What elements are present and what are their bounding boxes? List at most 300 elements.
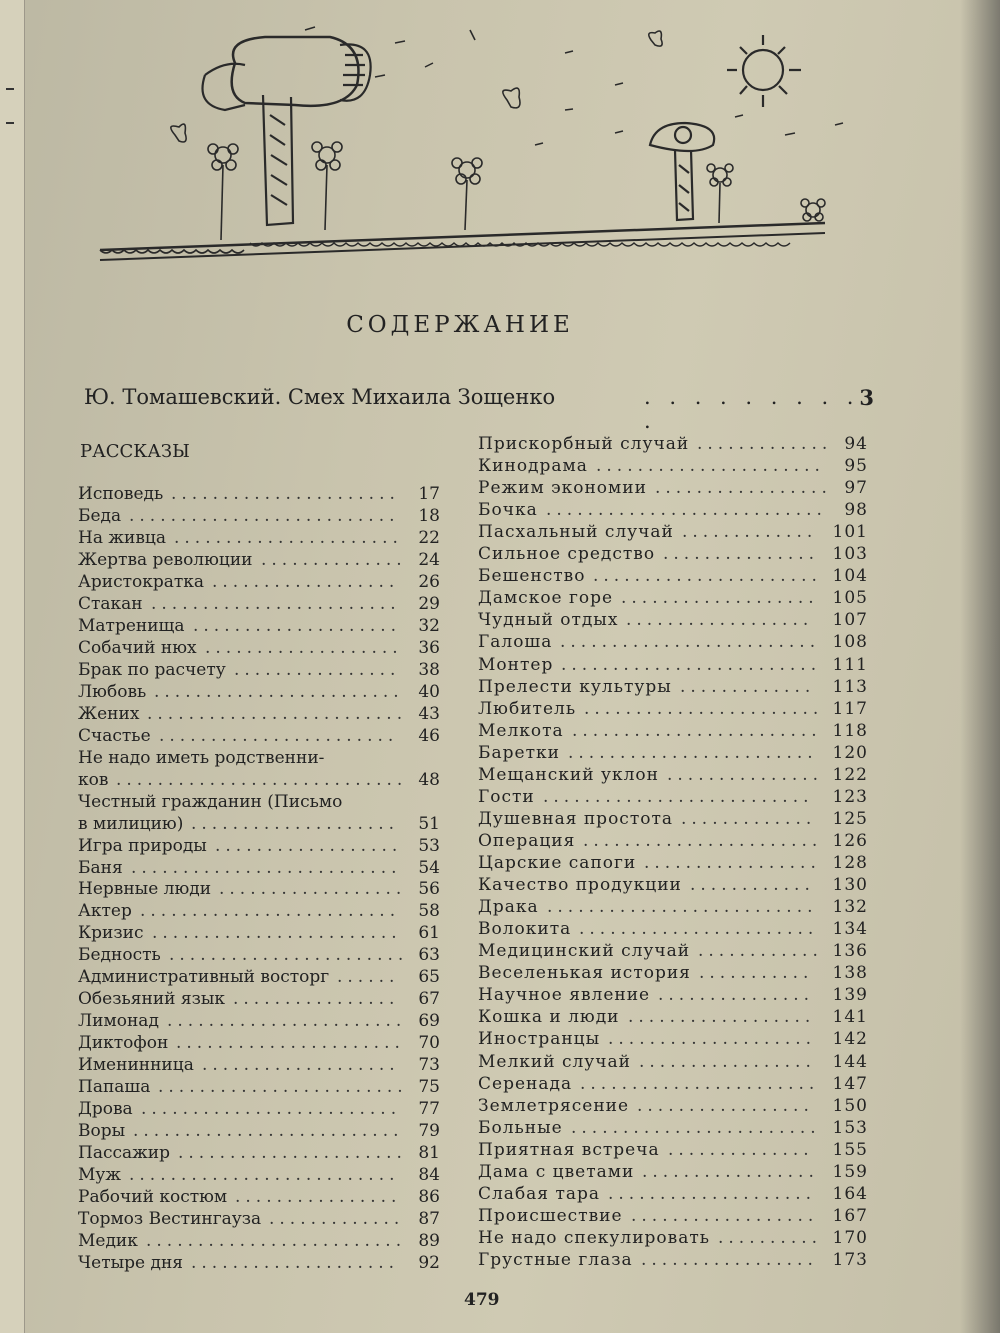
preface-leader-dots: . . . . . . . . . . (644, 385, 860, 433)
toc-entry-title: Бешенство (478, 566, 586, 587)
toc-entry (78, 1167, 440, 1189)
toc-entry (478, 1117, 868, 1142)
toc-entry-title: Душевная простота (478, 808, 674, 829)
toc-leader-dots: ...................... (593, 566, 822, 587)
toc-entry-title: Научное явление (478, 985, 651, 1006)
toc-entry-title: Нервные люди (78, 879, 212, 900)
toc-leader-dots: .......................... (543, 786, 814, 807)
toc-leader-dots: ............... (667, 764, 824, 785)
toc-entry (78, 813, 440, 838)
toc-entry-page: 51 (418, 813, 440, 834)
toc-entry-title: Баня (78, 857, 123, 878)
toc-entry-title: ков (78, 769, 109, 790)
toc-entry-page: 125 (832, 808, 868, 829)
toc-entry-title: Кошка и люди (478, 1007, 620, 1028)
toc-entry (478, 502, 868, 524)
toc-entry-title: Любовь (78, 681, 147, 702)
toc-leader-dots: ....................... (580, 1073, 820, 1094)
page-shadow (960, 0, 1000, 1333)
toc-entry (478, 546, 868, 568)
toc-entry-page: 123 (832, 786, 868, 807)
toc-leader-dots: ......................... (147, 703, 408, 724)
toc-leader-dots: ...................... (174, 527, 403, 548)
toc-entry (478, 786, 868, 811)
toc-entry-title: Четыре дня (78, 1253, 184, 1273)
toc-leader-dots: ......................... (561, 654, 822, 675)
page-title: СОДЕРЖАНИЕ (346, 312, 574, 338)
toc-entry-title: Бочка (478, 500, 538, 521)
toc-entry (478, 855, 868, 877)
toc-entry (478, 634, 868, 656)
toc-entry (478, 943, 868, 965)
toc-entry-title: Не надо иметь родственни- (78, 747, 325, 768)
toc-entry (478, 698, 868, 723)
toc-leader-dots: ........................ (572, 720, 822, 741)
toc-leader-dots: .................. (219, 879, 407, 900)
toc-entry-page: 113 (832, 676, 868, 697)
toc-entry (78, 969, 440, 991)
toc-entry (78, 1123, 440, 1145)
toc-leader-dots: ...................... (596, 456, 825, 477)
toc-entry-title: Царские сапоги (478, 853, 637, 874)
toc-entry-page: 101 (832, 522, 868, 543)
toc-entry-page: 141 (832, 1007, 868, 1028)
toc-entry (78, 1013, 440, 1035)
toc-leader-dots: ......................... (146, 1231, 407, 1252)
toc-entry-title: Операция (478, 830, 576, 851)
toc-entry (78, 703, 440, 728)
toc-entry-title: Грустные глаза (478, 1250, 633, 1270)
toc-leader-dots: .................. (631, 1205, 819, 1226)
page-number: 479 (464, 1290, 500, 1310)
toc-entry-title: Тормоз Вестингауза (78, 1209, 262, 1230)
toc-entry-title: Прелести культуры (478, 676, 672, 697)
toc-entry-title: Обезьяний язык (78, 989, 226, 1010)
toc-entry-page: 17 (418, 484, 440, 504)
toc-leader-dots: .................. (215, 835, 403, 856)
toc-entry-title: Мелкий случай (478, 1051, 631, 1072)
toc-entry (78, 725, 440, 750)
toc-entry-page: 164 (832, 1183, 868, 1204)
toc-leader-dots: ............... (658, 985, 815, 1006)
toc-entry-page: 26 (418, 571, 440, 592)
toc-entry-title: Приятная встреча (478, 1139, 660, 1160)
toc-leader-dots: .................. (626, 610, 814, 631)
toc-leader-dots: ...................... (178, 1143, 407, 1164)
toc-leader-dots: ........................... (546, 500, 827, 521)
toc-entry (78, 857, 440, 882)
toc-leader-dots: ....................... (583, 830, 823, 851)
toc-leader-dots: .................... (193, 615, 402, 636)
toc-entry-title: Режим экономии (478, 478, 647, 499)
toc-entry-title: Матренища (78, 615, 185, 636)
page-edge-mark (6, 88, 14, 90)
toc-leader-dots: .................. (628, 1007, 816, 1028)
toc-entry-page: 63 (418, 945, 440, 966)
toc-entry-title: Исповедь (78, 484, 164, 504)
toc-entry (78, 659, 440, 684)
toc-entry (478, 742, 868, 767)
toc-entry (478, 1205, 868, 1230)
toc-leader-dots: ................ (235, 1187, 402, 1208)
toc-entry-title: Гости (478, 786, 535, 807)
toc-entry (478, 654, 868, 679)
toc-entry (478, 590, 868, 612)
toc-entry-title: Актер (78, 901, 132, 922)
toc-entry-page: 75 (418, 1077, 440, 1098)
toc-entry (78, 1101, 440, 1123)
toc-entry (78, 1211, 440, 1233)
toc-leader-dots: .............. (261, 549, 407, 570)
toc-leader-dots: ................ (233, 989, 400, 1010)
toc-entry-page: 138 (832, 963, 868, 984)
toc-leader-dots: .......................... (129, 1165, 400, 1186)
toc-entry (78, 1057, 440, 1079)
toc-leader-dots: ............. (697, 434, 833, 454)
toc-entry (78, 1035, 440, 1057)
toc-entry-page: 79 (418, 1121, 440, 1142)
toc-entry-page: 24 (418, 549, 440, 570)
toc-entry-page: 108 (832, 632, 868, 653)
toc-entry-title: Пассажир (78, 1143, 170, 1164)
toc-entry-page: 89 (418, 1231, 440, 1252)
toc-entry-title: Больные (478, 1117, 563, 1138)
toc-leader-dots: ............. (269, 1209, 405, 1230)
toc-entry (78, 1079, 440, 1101)
toc-entry-title: Кинодрама (478, 456, 588, 477)
toc-leader-dots: ................. (639, 1051, 816, 1072)
toc-entry (478, 1252, 868, 1274)
toc-entry-title: Папаша (78, 1077, 151, 1098)
toc-entry-page: 77 (418, 1099, 440, 1120)
toc-entry-title: Аристократка (78, 571, 205, 592)
toc-entry-page: 104 (832, 566, 868, 587)
toc-entry (78, 903, 440, 925)
toc-entry-title: Игра природы (78, 835, 207, 856)
toc-entry (478, 764, 868, 789)
toc-entry-page: 147 (832, 1073, 868, 1094)
toc-entry-title: Стакан (78, 593, 143, 614)
toc-entry (478, 458, 868, 480)
toc-leader-dots: ............ (690, 875, 815, 896)
toc-leader-dots: ....................... (159, 725, 399, 746)
toc-entry-page: 70 (418, 1033, 440, 1054)
toc-entry (78, 593, 440, 618)
toc-entry-page: 144 (832, 1051, 868, 1072)
toc-entry-title: Не надо спекулировать (478, 1227, 711, 1248)
toc-entry-title: Бедность (78, 945, 161, 966)
toc-leader-dots: .......................... (547, 897, 818, 918)
toc-leader-dots: ......................... (140, 901, 401, 922)
toc-entry-page: 136 (832, 941, 868, 962)
toc-entry-page: 40 (418, 681, 440, 702)
toc-leader-dots: ............................ (116, 769, 408, 790)
toc-entry-page: 130 (832, 875, 868, 896)
toc-leader-dots: ...................... (176, 1033, 405, 1054)
toc-entry-title: Медик (78, 1231, 138, 1252)
toc-entry-page: 155 (832, 1139, 868, 1160)
toc-entry-title: Серенада (478, 1073, 573, 1094)
toc-leader-dots: .................... (191, 813, 400, 834)
toc-leader-dots: ....................... (584, 698, 824, 719)
toc-entry-title: Дамское горе (478, 588, 614, 609)
toc-entry-title: Монтер (478, 654, 554, 675)
toc-entry (78, 486, 440, 508)
toc-leader-dots: .................... (608, 1029, 817, 1050)
toc-entry-title: Воры (78, 1121, 126, 1142)
toc-entry-title: Рабочий костюм (78, 1187, 228, 1208)
toc-entry-page: 81 (418, 1143, 440, 1164)
toc-leader-dots: ................... (202, 1055, 400, 1076)
toc-entry-title: Мелкота (478, 720, 564, 741)
toc-entry-title: Драка (478, 897, 539, 918)
toc-entry-page: 95 (844, 456, 868, 477)
toc-leader-dots: ............. (680, 676, 816, 697)
preface-entry (84, 385, 874, 433)
toc-leader-dots: ....................... (167, 1011, 407, 1032)
toc-entry (478, 877, 868, 899)
page-edge-mark (6, 122, 14, 124)
toc-entry-page: 153 (832, 1117, 868, 1138)
toc-entry (478, 1227, 868, 1252)
toc-leader-dots: ....................... (169, 945, 409, 966)
toc-entry-page: 126 (832, 830, 868, 851)
toc-leader-dots: ................. (644, 853, 821, 874)
toc-leader-dots: ............. (682, 522, 818, 543)
toc-entry (478, 1009, 868, 1031)
toc-entry-page: 122 (832, 764, 868, 785)
toc-entry-page: 53 (418, 835, 440, 856)
toc-entry (478, 987, 868, 1009)
toc-entry (78, 991, 440, 1013)
toc-leader-dots: .......................... (129, 505, 400, 526)
toc-entry-title: Происшествие (478, 1205, 623, 1226)
toc-entry (78, 881, 440, 903)
toc-entry-title: На живца (78, 527, 166, 548)
toc-entry (478, 1073, 868, 1098)
toc-entry (78, 505, 440, 530)
toc-entry (478, 921, 868, 943)
toc-leader-dots: ................... (205, 637, 403, 658)
toc-entry-page: 67 (418, 989, 440, 1010)
toc-entry-page: 58 (418, 901, 440, 922)
toc-leader-dots: ............. (681, 808, 817, 829)
toc-entry-title: Качество продукции (478, 875, 682, 896)
toc-entry (78, 947, 440, 969)
toc-entry-page: 22 (418, 527, 440, 548)
toc-entry (478, 808, 868, 833)
toc-entry-page: 134 (832, 919, 868, 940)
header-illustration (95, 15, 845, 270)
toc-entry-page: 87 (418, 1209, 440, 1230)
toc-entry-page: 103 (832, 544, 868, 565)
toc-entry (478, 965, 868, 987)
toc-entry-page: 56 (418, 879, 440, 900)
toc-entry-title: Счастье (78, 725, 151, 746)
toc-entry-title: Дрова (78, 1099, 133, 1120)
toc-entry (78, 791, 440, 816)
toc-entry-page: 73 (418, 1055, 440, 1076)
toc-entry-page: 65 (418, 967, 440, 988)
toc-leader-dots: ......................... (141, 1099, 402, 1120)
toc-entry-page: 111 (832, 654, 868, 675)
toc-leader-dots: ........................ (154, 681, 404, 702)
toc-entry-title: Дама с цветами (478, 1161, 635, 1182)
toc-entry-page: 167 (832, 1205, 868, 1226)
toc-entry-page: 120 (832, 742, 868, 763)
toc-entry (478, 899, 868, 921)
toc-leader-dots: .......... (718, 1227, 823, 1248)
toc-entry (478, 568, 868, 590)
toc-leader-dots: .................... (191, 1253, 400, 1273)
toc-entry-title: Слабая тара (478, 1183, 600, 1204)
toc-entry (78, 637, 440, 662)
toc-entry (78, 571, 440, 596)
toc-entry-title: Административный восторг (78, 967, 330, 988)
toc-entry-page: 128 (832, 853, 868, 874)
toc-entry (78, 835, 440, 860)
toc-leader-dots: ............ (698, 941, 823, 962)
toc-entry-title: Беда (78, 505, 122, 526)
toc-entry-title: Чудный отдых (478, 610, 619, 631)
toc-entry-page: 29 (418, 593, 440, 614)
toc-entry (78, 769, 440, 794)
toc-entry-title: Лимонад (78, 1011, 159, 1032)
toc-entry (478, 1139, 868, 1164)
toc-entry (78, 747, 440, 772)
toc-entry (478, 1031, 868, 1053)
toc-entry (78, 1189, 440, 1211)
toc-entry-page: 48 (418, 769, 440, 790)
toc-leader-dots: ................. (642, 1161, 819, 1182)
previous-page-edge (0, 0, 25, 1333)
toc-entry-title: Муж (78, 1165, 122, 1186)
toc-entry (478, 524, 868, 546)
toc-entry-page: 36 (418, 637, 440, 658)
toc-entry-title: Землетрясение (478, 1095, 630, 1116)
toc-entry-title: Сильное средство (478, 544, 656, 565)
toc-leader-dots: ................ (234, 659, 401, 680)
toc-entry (478, 1051, 868, 1076)
toc-leader-dots: ........................ (571, 1117, 821, 1138)
toc-leader-dots: ...................... (171, 484, 400, 504)
toc-leader-dots: ................. (637, 1095, 814, 1116)
toc-entry-page: 150 (832, 1095, 868, 1116)
toc-entry-page: 132 (832, 897, 868, 918)
toc-entry-title: Кризис (78, 923, 144, 944)
toc-entry-page: 92 (418, 1253, 440, 1273)
toc-entry-page: 117 (832, 698, 868, 719)
toc-entry (78, 681, 440, 706)
toc-entry-page: 84 (418, 1165, 440, 1186)
toc-entry (78, 1145, 440, 1167)
toc-entry (478, 1095, 868, 1120)
toc-entry-title: Брак по расчету (78, 659, 226, 680)
toc-leader-dots: ........................ (151, 593, 401, 614)
toc-entry (478, 676, 868, 701)
toc-entry-title: Медицинский случай (478, 941, 691, 962)
toc-entry-page: 32 (418, 615, 440, 636)
preface-page: 3 (859, 385, 874, 410)
toc-entry-page: 54 (418, 857, 440, 878)
toc-entry-title: Волокита (478, 919, 572, 940)
toc-leader-dots: ............... (663, 544, 820, 565)
toc-entry-page: 69 (418, 1011, 440, 1032)
toc-entry-page: 105 (832, 588, 868, 609)
toc-entry-page: 61 (418, 923, 440, 944)
toc-entry (478, 480, 868, 502)
toc-entry-page: 86 (418, 1187, 440, 1208)
toc-entry-title: Пасхальный случай (478, 522, 674, 543)
toc-leader-dots: ........................ (568, 742, 818, 763)
toc-entry-title: Жертва революции (78, 549, 253, 570)
toc-entry-title: Прискорбный случай (478, 434, 690, 454)
toc-entry-page: 107 (832, 610, 868, 631)
toc-leader-dots: .................. (212, 571, 400, 592)
toc-leader-dots: ................. (641, 1250, 818, 1270)
toc-entry-page: 18 (418, 505, 440, 526)
toc-entry (78, 1233, 440, 1255)
preface-title: Ю. Томашевский. Смех Михаила Зощенко (84, 385, 556, 409)
toc-entry-page: 118 (832, 720, 868, 741)
toc-entry-page: 43 (418, 703, 440, 724)
toc-leader-dots: ......................... (560, 632, 821, 653)
toc-entry-page: 38 (418, 659, 440, 680)
toc-leader-dots: .................... (608, 1183, 817, 1204)
toc-entry-page: 170 (832, 1227, 868, 1248)
toc-leader-dots: ...... (337, 967, 400, 988)
toc-entry-title: Веселенькая история (478, 963, 691, 984)
toc-entry-title: Именинница (78, 1055, 194, 1076)
toc-leader-dots: ................. (655, 478, 832, 499)
toc-leader-dots: .......................... (131, 857, 402, 878)
toc-entry (478, 720, 868, 745)
toc-leader-dots: ................... (621, 588, 819, 609)
toc-entry-page: 94 (844, 434, 868, 454)
toc-entry-page: 98 (844, 500, 868, 521)
toc-entry-page: 142 (832, 1029, 868, 1050)
toc-entry-page: 139 (832, 985, 868, 1006)
toc-entry (478, 436, 868, 458)
toc-leader-dots: ........... (699, 963, 814, 984)
toc-entry (78, 1255, 440, 1277)
toc-entry-title: Иностранцы (478, 1029, 601, 1050)
toc-entry-page: 159 (832, 1161, 868, 1182)
toc-entry-page: 97 (844, 478, 868, 499)
toc-leader-dots: ........................ (152, 923, 402, 944)
toc-entry-title: Баретки (478, 742, 560, 763)
toc-entry-title: Мещанский уклон (478, 764, 659, 785)
toc-entry-title: Диктофон (78, 1033, 169, 1054)
toc-entry (78, 925, 440, 947)
toc-entry-page: 173 (832, 1250, 868, 1270)
toc-entry-title: в милицию) (78, 813, 184, 834)
section-heading: РАССКАЗЫ (80, 441, 190, 462)
toc-entry-title: Собачий нюх (78, 637, 197, 658)
toc-entry-title: Любитель (478, 698, 577, 719)
toc-leader-dots: ........................ (158, 1077, 408, 1098)
toc-entry-title: Галоша (478, 632, 553, 653)
toc-leader-dots: .............. (668, 1139, 814, 1160)
toc-entry-page: 46 (418, 725, 440, 746)
toc-entry (478, 1183, 868, 1208)
toc-leader-dots: ....................... (579, 919, 819, 940)
toc-entry-title: Честный гражданин (Письмо (78, 791, 343, 812)
toc-entry (478, 830, 868, 855)
toc-entry (78, 549, 440, 574)
toc-leader-dots: .......................... (133, 1121, 404, 1142)
toc-entry-title: Жених (78, 703, 140, 724)
